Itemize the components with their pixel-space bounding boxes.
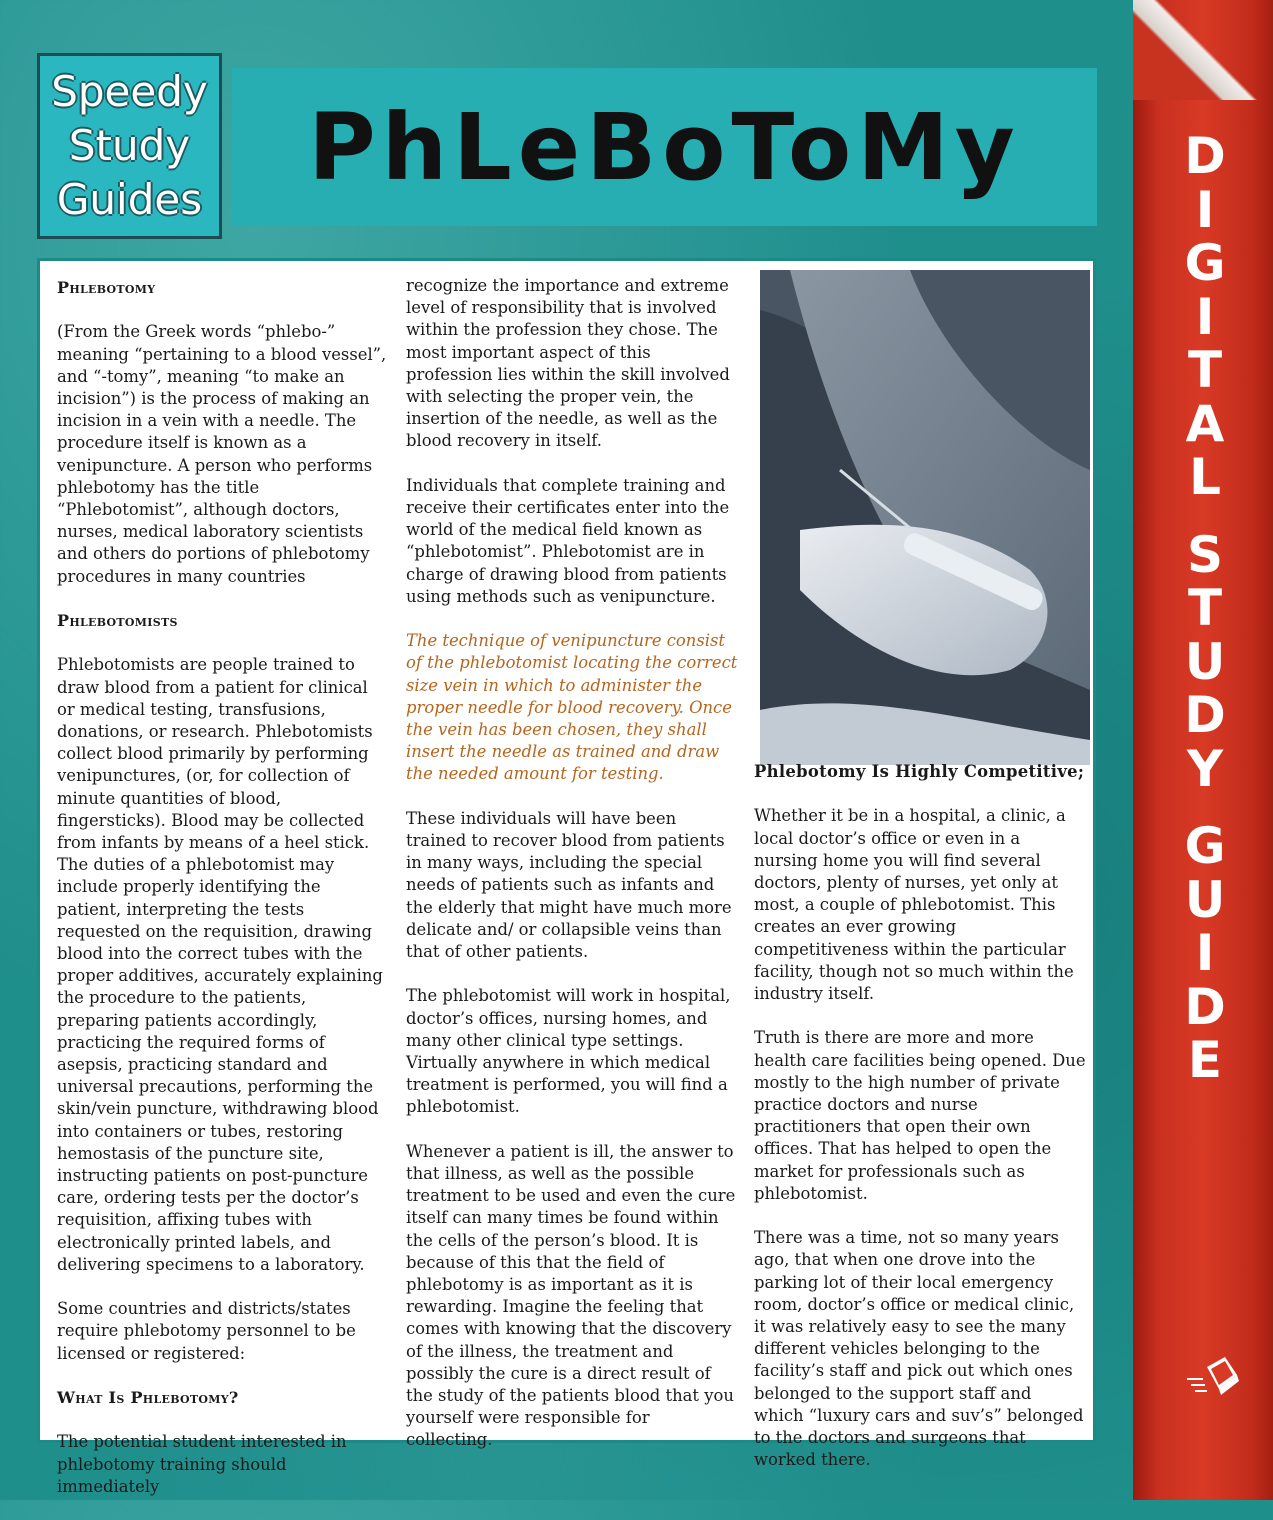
logo-line-1: Speedy bbox=[51, 67, 208, 116]
spine-letter: T bbox=[1187, 341, 1223, 399]
spine-letter: G bbox=[1184, 234, 1226, 292]
heading-highly-competitive: Phlebotomy Is Highly Competitive; bbox=[754, 762, 1085, 781]
spine-letter: L bbox=[1189, 448, 1221, 506]
highlight-paragraph: The technique of venipuncture consist of the phlebotomist locating the correct size vein in which to administer the proper needle for blood recovery. Once the vein has been chosen, they shall insert the needle as trained and draw the needed amount for testing. bbox=[406, 631, 738, 784]
syringe-photo bbox=[760, 270, 1090, 765]
paragraph: Truth is there are more and more health care facilities being opened. Due mostly to the high number of private practice doctors and nurse practitioners that open their own offices. That has helped to open the market for professionals such as phlebotomist. bbox=[754, 1028, 1086, 1203]
paragraph: Whenever a patient is ill, the answer to that illness, as well as the possible treatment to be used and even the cure itself can many times be found within the cells of the person’s blood. It is because of this that the field of phlebotomy is as important as it is rewarding. Imagine the feeling that comes with knowing that the discovery of the illness, the treatment and possibly the cure is a direct result of the study of the patients blood that you yourself were responsible for collecting. bbox=[406, 1141, 736, 1450]
paragraph: recognize the importance and extreme level of responsibility that is involved within the profession they chose. The most important aspect of this profession lies within the skill involved with selecting the proper vein, the insertion of the needle, as well as the blood recovery in itself. bbox=[406, 276, 730, 451]
spine-letter: A bbox=[1185, 394, 1225, 453]
spine-label bbox=[1150, 127, 1260, 1089]
paragraph: There was a time, not so many years ago, that when one drove into the parking lot of their local emergency room, doctor’s office or medical clinic, it was relatively easy to see the many different vehicles belonging to the facility’s staff and pick out which ones belonged to the support staff and which “luxury cars and suv’s” belonged to the doctors and surgeons that worked there. bbox=[754, 1228, 1084, 1470]
spine-letter: U bbox=[1184, 870, 1226, 929]
content-panel bbox=[37, 258, 1096, 1496]
column-3 bbox=[754, 761, 1086, 1494]
spine-letter: E bbox=[1187, 1031, 1223, 1089]
heading-phlebotomy: Phlebotomy bbox=[57, 278, 156, 297]
paragraph: Individuals that complete training and receive their certificates enter into the world of the medical field known as “phlebotomist”. Phlebotomist are in charge of drawing blood from patients using methods such as venipuncture. bbox=[406, 475, 730, 606]
column-1 bbox=[57, 277, 387, 1520]
page-title: PhLeBoToMy bbox=[308, 93, 1021, 201]
paragraph: Phlebotomists are people trained to draw blood from a patient for clinical or medical testing, transfusions, donations, or research. Phlebotomists collect blood primarily by performing venipunctures, (or, for collection of minute quantities of blood, fingersticks). Blood may be collected from infants by means of a heel stick. The duties of a phlebotomist may include properly identifying the patient, interpreting the tests requested on the requisition, drawing blood into the correct tubes with the proper additives, accurately explaining the procedure to the patients, preparing patients accordingly, practicing the required forms of asepsis, practicing standard and universal precautions, performing the skin/vein puncture, withdrawing blood into containers or tubes, restoring hemostasis of the puncture site, instructing patients on post-puncture care, ordering tests per the doctor’s requisition, affixing tubes with electronically printed labels, and delivering specimens to a laboratory. bbox=[57, 655, 383, 1274]
spine-letter: U bbox=[1184, 632, 1226, 691]
paragraph: (From the Greek words “phlebo-” meaning “pertaining to a blood vessel”, and “-tomy”, meaning “to make an incision”) is the process of making an incision in a vein with a needle. The procedure itself is known as a venipuncture. A person who performs phlebotomy has the title “Phlebotomist”, although doctors, nurses, medical laboratory scientists and others do portions of phlebotomy procedures in many countries bbox=[57, 322, 387, 586]
title-bar bbox=[232, 68, 1097, 226]
paragraph: The phlebotomist will work in hospital, doctor’s offices, nursing homes, and many other clinical type settings. Virtually anywhere in which medical treatment is performed, you will find a phlebotomist. bbox=[406, 986, 731, 1117]
spine-letter: D bbox=[1184, 127, 1226, 185]
spine-letter: I bbox=[1195, 924, 1215, 982]
spine-letter: I bbox=[1195, 180, 1215, 239]
paragraph: The potential student interested in phlebotomy training should immediately bbox=[57, 1432, 347, 1496]
spine-letter: T bbox=[1187, 579, 1223, 637]
spine-letter: I bbox=[1195, 287, 1215, 346]
speedy-study-guides-logo bbox=[37, 53, 222, 239]
page-curl bbox=[1133, 0, 1273, 100]
spine-letter: D bbox=[1184, 977, 1226, 1036]
paragraph: Whether it be in a hospital, a clinic, a local doctor’s office or even in a nursing home you will find several doctors, plenty of nurses, yet only at most, a couple of phlebotomist. This creates an ever growing competitiveness within the particular facility, though not so much within the industry itself. bbox=[754, 806, 1074, 1004]
heading-what-is-phlebotomy: What Is Phlebotomy? bbox=[57, 1388, 239, 1408]
logo-line-3: Guides bbox=[56, 175, 203, 224]
spine-letter: D bbox=[1184, 686, 1226, 744]
paragraph: Some countries and districts/states require phlebotomy personnel to be licensed or registered: bbox=[57, 1299, 356, 1363]
heading-phlebotomists: Phlebotomists bbox=[57, 611, 178, 631]
spine-letter: G bbox=[1184, 817, 1226, 875]
spine-letter: S bbox=[1186, 525, 1223, 584]
logo-line-2: Study bbox=[68, 121, 191, 170]
spine-letter: Y bbox=[1186, 739, 1224, 798]
paragraph: These individuals will have been trained to recover blood from patients in many ways, including the special needs of patients such as infants and the elderly that might have much more delicate and/ or collapsible veins than that of other patients. bbox=[406, 808, 732, 962]
column-2 bbox=[406, 275, 741, 1474]
book-icon bbox=[1185, 1345, 1245, 1405]
